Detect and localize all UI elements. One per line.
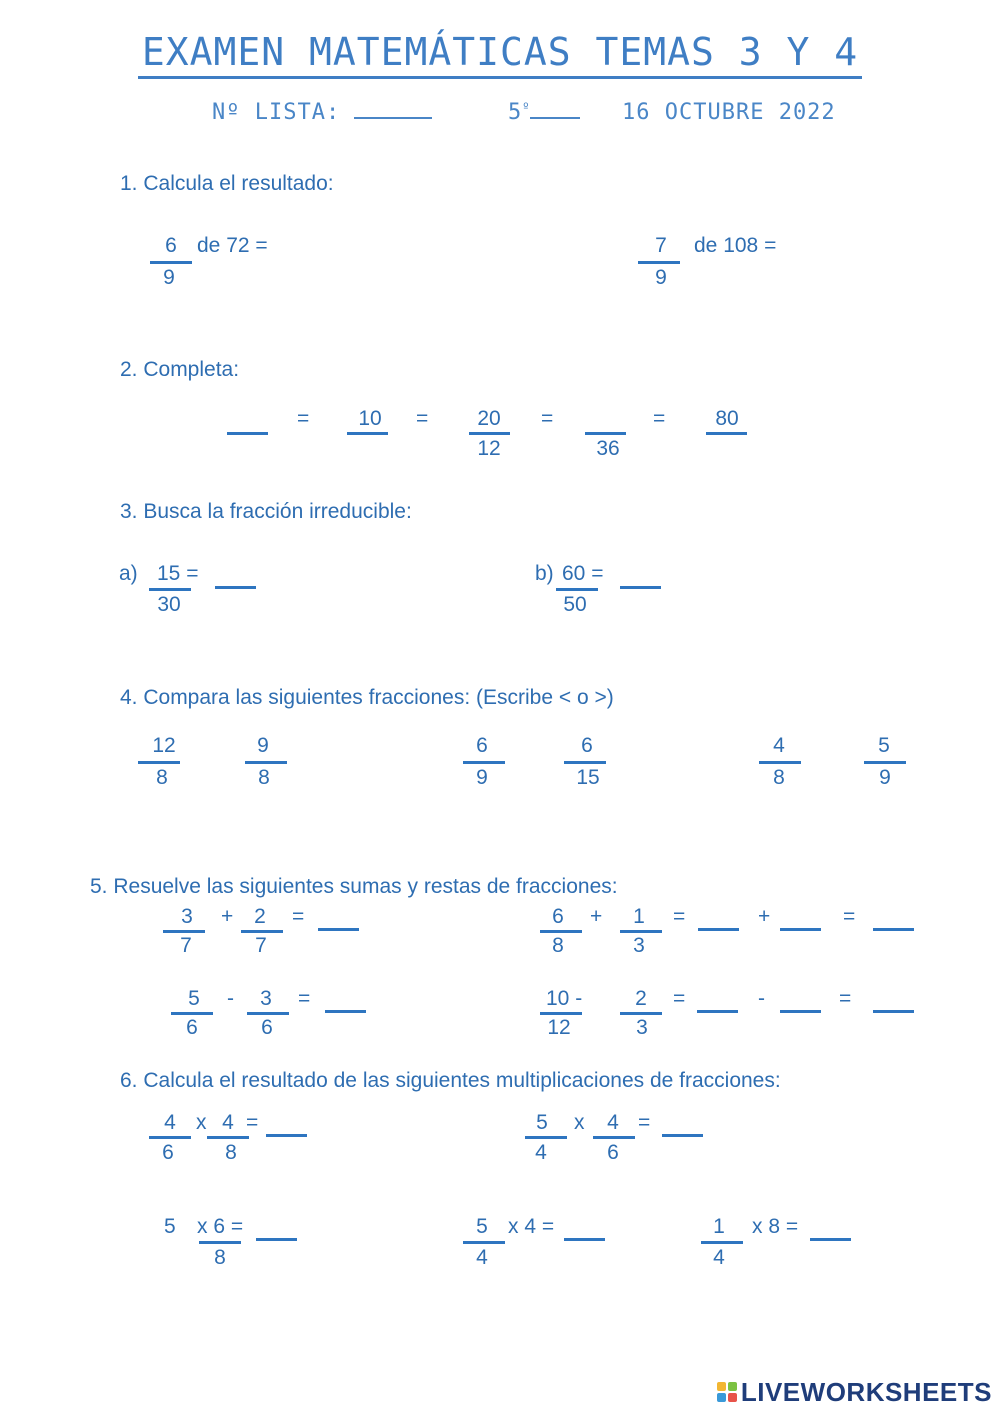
q6-m4-text: x 4 = [508,1215,555,1238]
q6-m5-den: 4 [713,1246,725,1269]
q3b-answer-blank[interactable] [620,586,661,589]
q2-fraction-bar-3 [469,432,510,435]
q1b-numerator: 7 [655,234,667,257]
liveworksheets-logo [717,1377,992,1407]
q5-r1a-bar2 [241,930,283,933]
question-2-label: 2. Completa: [120,358,240,381]
q5-r2a-d1: 6 [186,1016,198,1039]
q5-r2b-answer-1[interactable] [697,1010,738,1013]
q5-r1a-bar1 [163,930,205,933]
q5-r1b-d2: 3 [633,934,645,957]
q1a-denominator: 9 [163,266,175,289]
q5-r2a-d2: 6 [261,1016,273,1039]
q1b-denominator: 9 [655,266,667,289]
q6-m2-n1: 5 [536,1111,548,1134]
q6-m3-den: 8 [214,1246,226,1269]
question-3-label: 3. Busca la fracción irreducible: [120,500,412,523]
q5-r2a-bar2 [247,1012,289,1015]
q5-r1a-d1: 7 [180,934,192,957]
q5-r1a-d2: 7 [255,934,267,957]
q2-equals-1: = [297,407,310,430]
q5-r2a-op: - [227,987,234,1010]
q2-denominator-3: 12 [477,437,501,460]
q6-m4-bar [463,1241,505,1244]
q6-m1-bar2 [207,1136,249,1139]
q5-r2a-n1: 5 [188,987,200,1010]
exam-title: EXAMEN MATEMÁTICAS TEMAS 3 Y 4 [0,30,1000,74]
q6-m4-num: 5 [476,1215,488,1238]
q5-r1a-eq: = [292,905,305,928]
liveworksheets-logo-text: LIVEWORKSHEETS [740,1376,992,1407]
q2-equals-4: = [653,407,666,430]
q5-r2a-n2: 3 [260,987,272,1010]
q6-m3-text: x 6 = [197,1215,244,1238]
q4-p3-left-bar [759,761,801,764]
q5-r2a-bar1 [171,1012,213,1015]
q5-r1b-eq2: = [843,905,856,928]
q5-r2b-n1: 10 - [546,987,583,1010]
exam-date: 16 OCTUBRE 2022 [622,100,836,125]
q4-p1-right-numerator: 9 [257,734,269,757]
q5-r2b-d1: 12 [547,1016,571,1039]
q5-r2a-answer[interactable] [325,1010,366,1013]
q6-m1-d1: 6 [162,1141,174,1164]
question-1-label: 1. Calcula el resultado: [120,172,334,195]
q6-m5-text: x 8 = [752,1215,799,1238]
liveworksheets-logo-icon [717,1382,737,1402]
q4-p3-right-numerator: 5 [878,734,890,757]
q5-r1a-op: + [221,905,234,928]
q3a-denominator: 30 [157,593,181,616]
q4-p2-right-denominator: 15 [576,766,600,789]
q5-r2b-bar1 [540,1012,582,1015]
q4-p2-right-bar [564,761,606,764]
q3a-numerator: 15 = [157,562,199,585]
q5-r1b-op2: + [758,905,771,928]
q5-r1b-n1: 6 [552,905,564,928]
q4-p1-left-bar [138,761,180,764]
q5-r2b-answer-2[interactable] [780,1010,821,1013]
q1b-fraction-bar [638,261,680,264]
q6-m2-d1: 4 [535,1141,547,1164]
q4-p3-left-numerator: 4 [773,734,785,757]
q5-r1a-answer[interactable] [318,928,359,931]
q6-m2-bar2 [593,1136,635,1139]
q2-numerator-3: 20 [477,407,501,430]
q2-blank-4[interactable] [585,432,626,435]
question-6-label: 6. Calcula el resultado de las siguientes multiplicaciones de fracciones: [120,1069,781,1092]
q1b-text: de 108 = [694,234,777,257]
q4-p3-right-bar [864,761,906,764]
q6-m5-bar [701,1241,743,1244]
q2-blank-1[interactable] [227,432,268,435]
q6-m1-d2: 8 [225,1141,237,1164]
q6-m2-bar1 [525,1136,567,1139]
q5-r2b-op2: - [758,987,765,1010]
q3a-answer-blank[interactable] [215,586,256,589]
q2-equals-3: = [541,407,554,430]
q5-r1b-answer-2[interactable] [780,928,821,931]
q4-p1-right-denominator: 8 [258,766,270,789]
q5-r2a-eq: = [298,987,311,1010]
q6-m4-den: 4 [476,1246,488,1269]
grade-blank[interactable] [530,117,580,119]
question-4-label: 4. Compara las siguientes fracciones: (Escribe < o >) [120,686,614,709]
q3b-numerator: 60 = [562,562,604,585]
q6-m3-bar [199,1241,241,1244]
q1a-fraction-bar [150,261,192,264]
q5-r1b-bar1 [540,930,582,933]
q6-m1-n2: 4 [222,1111,234,1134]
q2-denominator-4: 36 [596,437,620,460]
q5-r1b-bar2 [620,930,662,933]
q5-r1a-n2: 2 [254,905,266,928]
q4-p3-left-denominator: 8 [773,766,785,789]
q3b-fraction-bar [556,588,598,591]
q6-m3-answer[interactable] [256,1238,297,1241]
q3a-prefix: a) [119,562,138,585]
q6-m2-op: x [574,1111,585,1134]
q6-m1-eq: = [246,1111,259,1134]
q5-r1b-answer-1[interactable] [698,928,739,931]
q3a-fraction-bar [149,588,191,591]
q5-r2b-answer-3[interactable] [873,1010,914,1013]
q3b-prefix: b) [535,562,554,585]
q6-m2-d2: 6 [607,1141,619,1164]
q5-r2b-bar2 [620,1012,662,1015]
q4-p2-left-bar [463,761,505,764]
q4-p1-right-bar [245,761,287,764]
q5-r1b-d1: 8 [552,934,564,957]
q5-r2b-n2: 2 [635,987,647,1010]
q1a-text: de 72 = [197,234,268,257]
q6-m3-whole: 5 [164,1215,176,1238]
q6-m5-num: 1 [713,1215,725,1238]
q5-r1b-op: + [590,905,603,928]
q5-r1a-n1: 3 [181,905,193,928]
question-5-label: 5. Resuelve las siguientes sumas y restas de fracciones: [90,875,618,898]
q4-p1-left-numerator: 12 [152,734,176,757]
q6-m1-answer[interactable] [266,1134,307,1137]
q5-r1b-n2: 1 [633,905,645,928]
q4-p2-left-denominator: 9 [476,766,488,789]
q2-fraction-bar-5[interactable] [706,432,747,435]
q6-m5-answer[interactable] [810,1238,851,1241]
q1a-numerator: 6 [165,234,177,257]
q4-p2-left-numerator: 6 [476,734,488,757]
q6-m2-n2: 4 [607,1111,619,1134]
q6-m4-answer[interactable] [564,1238,605,1241]
q5-r2b-eq: = [673,987,686,1010]
q6-m1-op: x [196,1111,207,1134]
q6-m1-n1: 4 [164,1111,176,1134]
q2-fraction-bar-2[interactable] [347,432,388,435]
list-number-blank[interactable] [354,117,432,119]
q4-p3-right-denominator: 9 [879,766,891,789]
q6-m2-answer[interactable] [662,1134,703,1137]
q2-numerator-2: 10 [358,407,382,430]
q2-equals-2: = [416,407,429,430]
q5-r1b-eq: = [673,905,686,928]
q5-r1b-answer-3[interactable] [873,928,914,931]
q4-p2-right-numerator: 6 [581,734,593,757]
q6-m1-bar1 [149,1136,191,1139]
q2-numerator-5: 80 [715,407,739,430]
q6-m2-eq: = [638,1111,651,1134]
q5-r2b-eq2: = [839,987,852,1010]
q4-p1-left-denominator: 8 [156,766,168,789]
list-number-label: Nº LISTA: [212,100,432,125]
q3b-denominator: 50 [563,593,587,616]
grade-label: $5^º$ [508,100,580,125]
q5-r2b-d2: 3 [636,1016,648,1039]
